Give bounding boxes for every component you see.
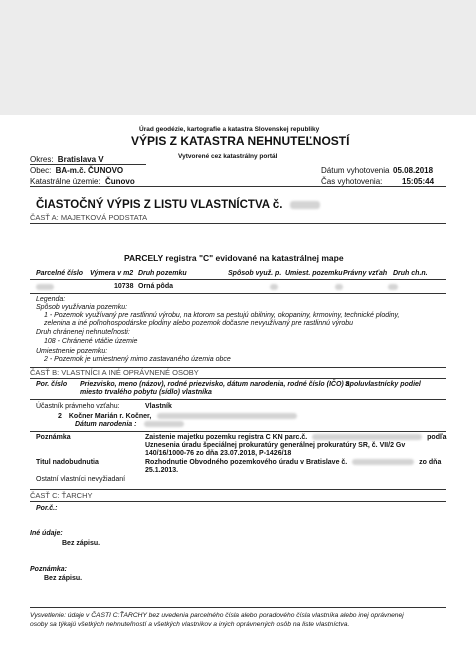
location-bottom-line xyxy=(30,186,446,187)
col-druh-chn: Druh ch.n. xyxy=(393,270,428,277)
titul-label: Titul nadobudnutia xyxy=(36,459,99,466)
top-grey-band xyxy=(0,0,476,115)
redacted-owner-address xyxy=(157,413,297,419)
parcel-row-line xyxy=(30,293,446,294)
lv-title: ČIASTOČNÝ VÝPIS Z LISTU VLASTNÍCTVA č. xyxy=(36,199,320,212)
katastralne-label: Katastrálne územie: xyxy=(30,177,101,186)
katastralne-row xyxy=(30,177,135,186)
ucastnik-value: Vlastník xyxy=(145,403,172,410)
col-vymera: Výmera v m2 xyxy=(90,270,134,277)
poznamka-line2: Uznesenia úradu špeciálnej prokuratúry generálnej prokuratúry SR, č. VII/2 Gv xyxy=(145,442,406,449)
col-por-cislo: Por. číslo xyxy=(36,381,68,388)
legend-umiest-title: Umiestnenie pozemku: xyxy=(36,348,108,355)
redacted-lv-number xyxy=(290,201,320,209)
redacted-sposob xyxy=(270,284,278,290)
col-druh-pozemku: Druh pozemku xyxy=(138,270,187,277)
obec-value: BA-m.č. ČUNOVO xyxy=(55,166,124,175)
owner-name: Kočner Marián r. Kočner, xyxy=(68,413,152,420)
obec-label: Obec: xyxy=(30,166,52,175)
legend-sposob-line1: 1 - Pozemok využívaný pre rastlinnú výrobu, na ktorom sa pestujú obilniny, okopaniny, krmoviny, technické plodiny, xyxy=(44,312,400,319)
part-c-poznamka-label: Poznámka: xyxy=(30,566,67,573)
footer-line xyxy=(30,607,446,608)
parcel-druh: Orná pôda xyxy=(138,283,174,290)
poznamka-line1: Zaistenie majetku pozemku registra C KN parc.č. podľa xyxy=(145,434,447,441)
legend-title: Legenda: xyxy=(36,296,66,303)
part-a-line xyxy=(30,223,446,224)
redacted-parcel-ref xyxy=(312,434,422,440)
poznamka-label: Poznámka xyxy=(36,434,71,441)
legend-sposob-line2: zelenina a iné poľnohospodárske plodiny alebo pozemok dočasne nevyužívaný pre rastlinnú výrobu xyxy=(44,320,354,327)
titul-line1: Rozhodnutie Obvodného pozemkového úradu v Bratislave č. zo dňa xyxy=(145,459,442,466)
okres-row xyxy=(30,155,104,164)
legend-sposob-title: Spôsob využívania pozemku: xyxy=(36,304,128,311)
col-share-1: Spoluvlastnícky podiel xyxy=(345,381,421,388)
document-subtitle: Vytvorené cez katastrálny portál xyxy=(178,153,278,160)
parcel-header-line xyxy=(30,279,446,280)
redacted-vztah xyxy=(388,284,398,290)
col-owner-desc-1: Priezvisko, meno (názov), rodné priezvisko, dátum narodenia, rodné číslo (IČO) a xyxy=(80,381,350,388)
legend-druh-value: 108 - Chránené vtáčie územie xyxy=(44,338,138,345)
redacted-birth-date xyxy=(144,421,184,427)
col-sposob-vyuz: Spôsob využ. p. xyxy=(228,270,282,277)
col-parcelne-cislo: Parcelné číslo xyxy=(36,270,84,277)
legend-umiest-value: 2 - Pozemok je umiestnený mimo zastavaného územia obce xyxy=(44,356,231,363)
footer-line-1: Vysvetlenie: údaje v ČASTI C:ŤARCHY bez uvedenia parcelného čísla alebo poradového čísla vlastníka alebo inej oprávnenej xyxy=(30,612,404,619)
katastralne-value: Čunovo xyxy=(104,177,135,186)
owner-row xyxy=(58,413,297,421)
part-b-title: ČASŤ B: VLASTNÍCI A INÉ OPRÁVNENÉ OSOBY xyxy=(30,368,199,377)
ucastnik-label: Účastník právneho vzťahu: xyxy=(36,403,120,410)
ostatni-vlastnici: Ostatní vlastníci nevyžiadaní xyxy=(36,476,126,483)
datum-label: Dátum vyhotovenia xyxy=(321,166,390,175)
cas-label: Čas vyhotovenia: xyxy=(321,177,383,186)
redacted-umiest xyxy=(335,284,343,290)
parcels-heading: PARCELY registra "C" evidované na katastrálnej mape xyxy=(124,253,344,263)
okres-underline xyxy=(30,164,146,165)
okres-value: Bratislava V xyxy=(57,155,104,164)
redacted-decision-number xyxy=(352,459,414,465)
redacted-parcel-number xyxy=(36,284,54,290)
okres-label: Okres: xyxy=(30,155,54,164)
part-b-header-line xyxy=(30,399,446,400)
part-c-line xyxy=(30,501,446,502)
ine-udaje-label: Iné údaje: xyxy=(30,530,63,537)
part-a-title: ČASŤ A: MAJETKOVÁ PODSTATA xyxy=(30,213,148,222)
titul-line2: 25.1.2013. xyxy=(145,467,179,474)
owner-number: 2 xyxy=(58,413,62,420)
poznamka-line3: 140/16/1000-76 zo dňa 23.07.2018, P-1426/18 xyxy=(145,450,292,457)
col-owner-desc-2: miesto trvalého pobytu (sídlo) vlastníka xyxy=(80,389,212,396)
obec-row xyxy=(30,166,123,175)
ine-udaje-value: Bez zápisu. xyxy=(62,540,101,547)
part-c-top-line xyxy=(30,489,446,490)
parcel-vymera: 10738 xyxy=(114,283,134,290)
part-c-poznamka-value: Bez zápisu. xyxy=(44,575,83,582)
owner-line xyxy=(30,431,446,432)
part-c-por: Por.č.: xyxy=(36,505,58,512)
parcel-row xyxy=(30,283,446,293)
col-pravny-vztah: Právny vzťah xyxy=(343,270,388,277)
part-c-title: ČASŤ C: ŤARCHY xyxy=(30,491,93,500)
datum-narodenia: Dátum narodenia : xyxy=(75,421,184,429)
part-b-line xyxy=(30,378,446,379)
legend-druh-title: Druh chránenej nehnuteľnosti: xyxy=(36,329,130,336)
datum-value: 05.08.2018 xyxy=(393,166,434,175)
office-name: Úrad geodézie, kartografie a katastra Slovenskej republiky xyxy=(139,126,320,133)
col-umiest-pozemku: Umiest. pozemku xyxy=(285,270,343,277)
cas-value: 15:05:44 xyxy=(402,177,435,186)
footer-line-2: osoby sa týkajú všetkých nehnuteľností a všetkých vlastníkov a iných oprávnených osôb na liste vlastníctva. xyxy=(30,621,350,628)
document-title: VÝPIS Z KATASTRA NEHNUTEĽNOSTÍ xyxy=(131,134,350,148)
